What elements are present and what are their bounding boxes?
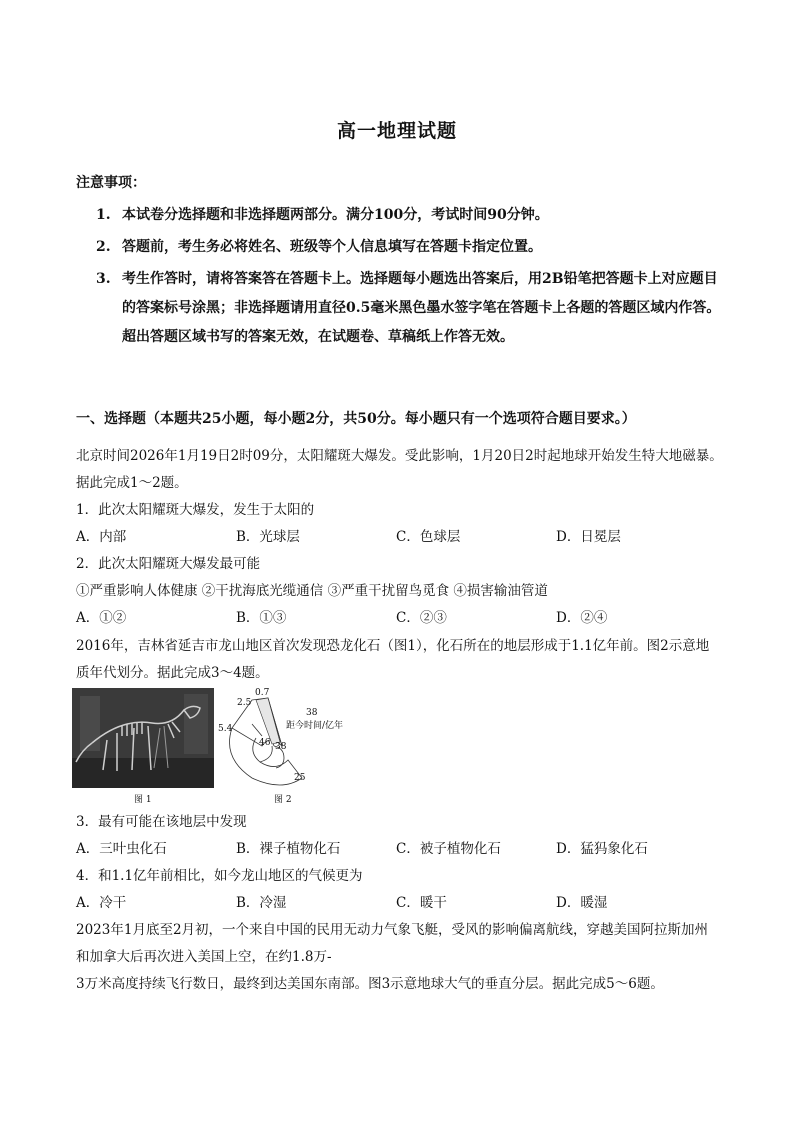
- question-3-stem: 3．最有可能在该地层中发现: [76, 814, 247, 830]
- fig2-tick-label: 38: [275, 742, 287, 752]
- passage-1-line-1: 北京时间2026年1月19日2时09分，太阳耀斑大爆发。受此影响，1月20日2时起地球开始发生特大地磁暴。: [76, 448, 723, 464]
- figure-1-caption: 图 1: [134, 795, 152, 805]
- passage-3-line-3: 3万米高度持续飞行数日，最终到达美国东南部。图3示意地球大气的垂直分层。据此完成5～6题。: [76, 976, 664, 992]
- dinosaur-skeleton-icon: [72, 688, 214, 788]
- question-3-option-b: B．裸子植物化石: [236, 841, 341, 857]
- question-4-stem: 4．和1.1亿年前相比，如今龙山地区的气候更为: [76, 868, 363, 884]
- notice-item-1: [96, 201, 726, 229]
- question-4-option-d: D．暖湿: [556, 895, 608, 911]
- passage-2-line-2: 质年代划分。据此完成3～4题。: [76, 665, 269, 681]
- notice-item-text: 考生作答时，请将答案答在答题卡上。选择题每小题选出答案后，用2B铅笔把答题卡上对应题目的答案标号涂黑；非选择题请用直径0.5毫米黑色墨水签字笔在答题卡上各题的答题区域内作答。超出答题区域书写的答案无效，在试题卷、草稿纸上作答无效。: [122, 271, 721, 345]
- question-1-option-c: C．色球层: [396, 529, 461, 545]
- page-title: 高一地理试题: [336, 120, 457, 142]
- question-1-option-d: D．日冕层: [556, 529, 621, 545]
- notice-item-3: [96, 265, 726, 352]
- passage-3-line-2: 和加拿大后再次进入美国上空，在约1.8万-: [76, 949, 332, 965]
- fig2-unit-label: 距今时间/亿年: [286, 721, 344, 731]
- fig2-tick-label: 46: [259, 738, 271, 748]
- fig2-tick-label: 5.4: [218, 724, 233, 734]
- passage-3-line-1: 2023年1月底至2月初，一个来自中国的民用无动力气象飞艇，受风的影响偏离航线，穿越美国阿拉斯加州: [76, 922, 709, 938]
- question-2-option-c: C．②③: [396, 610, 447, 626]
- fig2-unit-number: 38: [306, 708, 318, 718]
- dinosaur-fossil-photo: [72, 688, 214, 788]
- question-1-option-a: A．内部: [76, 529, 127, 545]
- passage-1-line-2: 据此完成1～2题。: [76, 475, 188, 491]
- notice-item-number: 2.: [96, 239, 111, 255]
- question-1-stem: 1．此次太阳耀斑大爆发，发生于太阳的: [76, 502, 315, 518]
- question-4-option-a: A．冷干: [76, 895, 127, 911]
- question-1-option-b: B．光球层: [236, 529, 300, 545]
- fig2-tick-label: 0.7: [255, 688, 270, 698]
- fig2-tick-label: 25: [294, 773, 306, 783]
- section-heading: 一、选择题（本题共25小题，每小题2分，共50分。每小题只有一个选项符合题目要求。）: [76, 411, 636, 427]
- question-2-option-b: B．①③: [236, 610, 287, 626]
- question-3-option-d: D．猛犸象化石: [556, 841, 648, 857]
- question-3-option-c: C．被子植物化石: [396, 841, 501, 857]
- fig2-tick-label: 2.5: [237, 698, 252, 708]
- figures: [72, 688, 352, 806]
- passage-2-line-1: 2016年，吉林省延吉市龙山地区首次发现恐龙化石（图1），化石所在的地层形成于1.1亿年前。图2示意地: [76, 638, 710, 654]
- question-2-statements: ①严重影响人体健康 ②干扰海底光缆通信 ③严重干扰留鸟觅食 ④损害输油管道: [76, 583, 548, 599]
- question-4-option-b: B．冷湿: [236, 895, 287, 911]
- notice-item-text: 本试卷分选择题和非选择题两部分。满分100分，考试时间90分钟。: [122, 207, 549, 223]
- figure-2-caption: 图 2: [274, 795, 292, 805]
- question-4-option-c: C．暖干: [396, 895, 447, 911]
- notice-item-number: 1.: [96, 207, 111, 223]
- notice-item-text: 答题前，考生务必将姓名、班级等个人信息填写在答题卡指定位置。: [122, 239, 542, 255]
- notice-item-2: [96, 233, 726, 261]
- question-2-stem: 2．此次太阳耀斑大爆发最可能: [76, 556, 261, 572]
- question-3-option-a: A．三叶虫化石: [76, 841, 167, 857]
- question-2-option-a: A．①②: [76, 610, 127, 626]
- notice-item-number: 3.: [96, 271, 111, 287]
- notice-heading: 注意事项：: [76, 175, 146, 191]
- question-2-option-d: D．②④: [556, 610, 608, 626]
